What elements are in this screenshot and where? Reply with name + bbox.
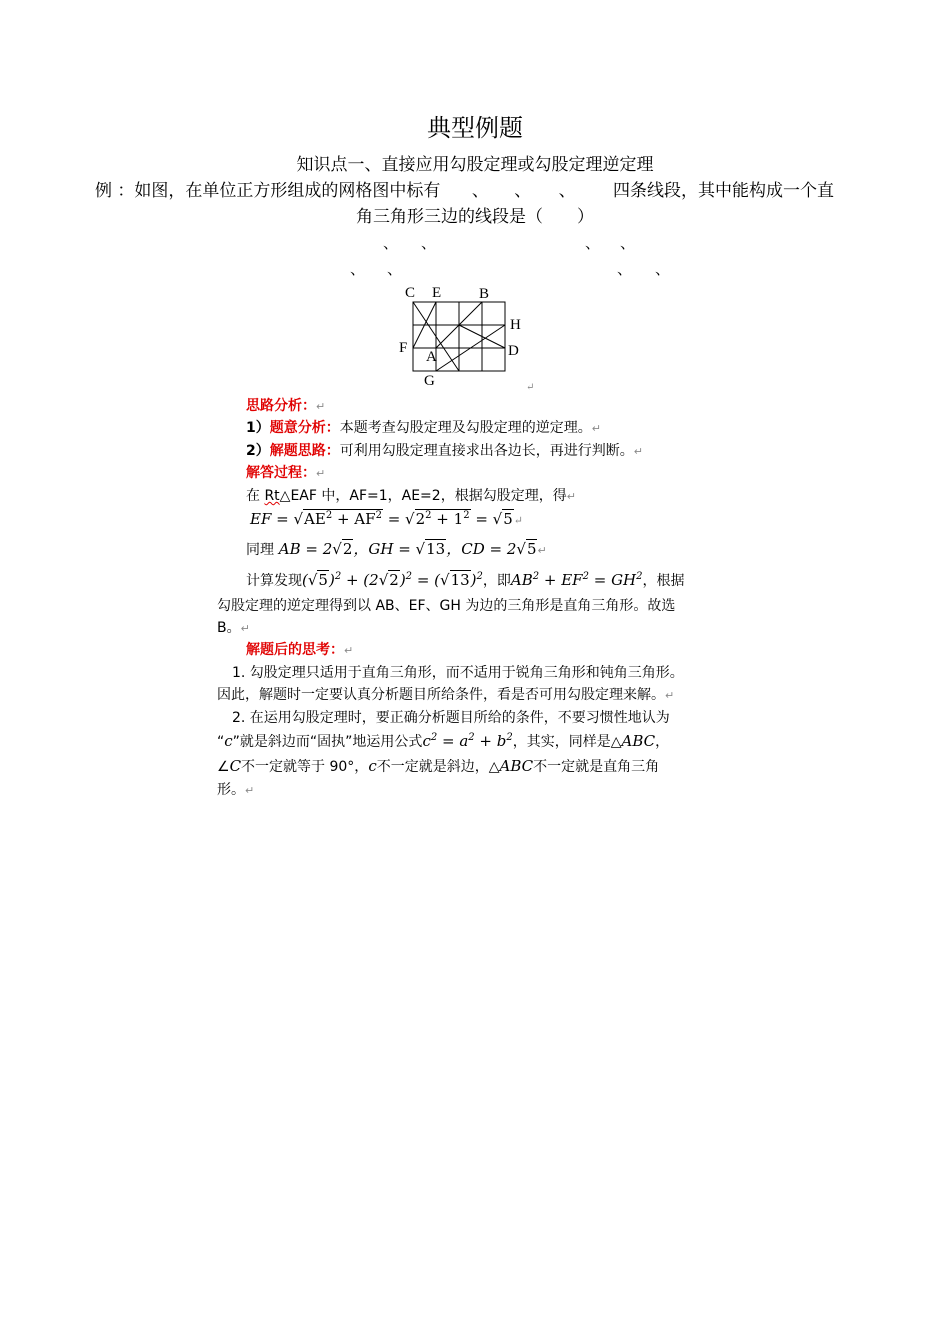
question-prefix: 例: [95, 181, 112, 201]
conclusion-line-2: B。↵: [217, 620, 250, 636]
calc-line: 计算发现$(√5)^2 + (2√2)^2 = (√13)^2$，即$AB^2 + EF^2 = GH^2$，根据: [246, 571, 685, 589]
reflection-p2-line-1: 2. 在运用勾股定理时，要正确分析题目所给的条件，不要习惯性地认为: [232, 710, 670, 726]
section-subtitle: 知识点一、直接应用勾股定理或勾股定理逆定理: [296, 155, 654, 175]
label-d: D: [508, 343, 519, 359]
grid-figure: [398, 283, 548, 393]
reflection-p2-line-2: “c”就是斜边而“固执”地运用公式$c^2 = a^2 + b^2$，其实，同样是△ABC，: [217, 732, 670, 750]
option-b-sep-2: 、: [620, 234, 636, 252]
formula-same: 同理 AB = 2√2，GH = √13，CD = 2√5↵: [246, 540, 547, 558]
question-line-1: [95, 176, 834, 201]
question-line-2: 角三角形三边的线段是（ ）: [356, 207, 594, 227]
question-sep: 、: [471, 181, 489, 201]
label-a: A: [426, 349, 437, 365]
analysis-heading: 思路分析：↵: [246, 398, 326, 414]
option-d-sep-2: 、: [655, 260, 671, 278]
label-h: H: [510, 317, 521, 333]
solution-heading: 解答过程：↵: [246, 465, 326, 481]
reflection-p2-line-4: 形。↵: [217, 782, 255, 798]
option-c-sep-1: 、: [350, 260, 366, 278]
page-title: 典型例题: [427, 114, 523, 142]
analysis-item-2: 2）解题思路：可利用勾股定理直接求出各边长，再进行判断。↵: [246, 443, 643, 459]
label-b: B: [479, 286, 490, 302]
question-text-1-tail: 四条线段，其中能构成一个直: [613, 181, 835, 201]
question-sep: 、: [558, 181, 576, 201]
paragraph-mark: ↵: [526, 382, 535, 393]
solution-line-1: 在 Rt△EAF 中，AF=1，AE=2，根据勾股定理，得↵: [246, 488, 576, 504]
label-c: C: [405, 285, 416, 301]
option-c-sep-2: 、: [387, 260, 403, 278]
question-text-1: ：如图，在单位正方形组成的网格图中标有: [117, 181, 441, 201]
reflection-p1-line-2: 因此，解题时一定要认真分析题目所给条件，看是否可用勾股定理来解。↵: [217, 687, 675, 703]
label-e: E: [432, 285, 442, 301]
option-b-sep-1: 、: [585, 234, 601, 252]
option-a-sep-1: 、: [383, 234, 399, 252]
option-d-sep-1: 、: [617, 260, 633, 278]
reflection-p2-line-3: ∠C不一定就等于 90°，c不一定就是斜边，△ABC不一定就是直角三角: [217, 757, 660, 775]
reflection-heading: 解题后的思考：↵: [246, 642, 354, 658]
formula-ef: EF = $√AE^2 + AF^2 = √2^2 + 1^2$ = √5↵: [250, 510, 523, 528]
option-a-sep-2: 、: [421, 234, 437, 252]
label-f: F: [399, 340, 408, 356]
label-g: G: [424, 373, 435, 389]
analysis-item-1: 1）题意分析：本题考查勾股定理及勾股定理的逆定理。↵: [246, 420, 601, 436]
reflection-p1-line-1: 1. 勾股定理只适用于直角三角形，而不适用于锐角三角形和钝角三角形。: [232, 665, 684, 681]
conclusion-line-1: 勾股定理的逆定理得到以 AB、EF、GH 为边的三角形是直角三角形。故选: [217, 598, 676, 614]
question-sep: 、: [514, 181, 532, 201]
